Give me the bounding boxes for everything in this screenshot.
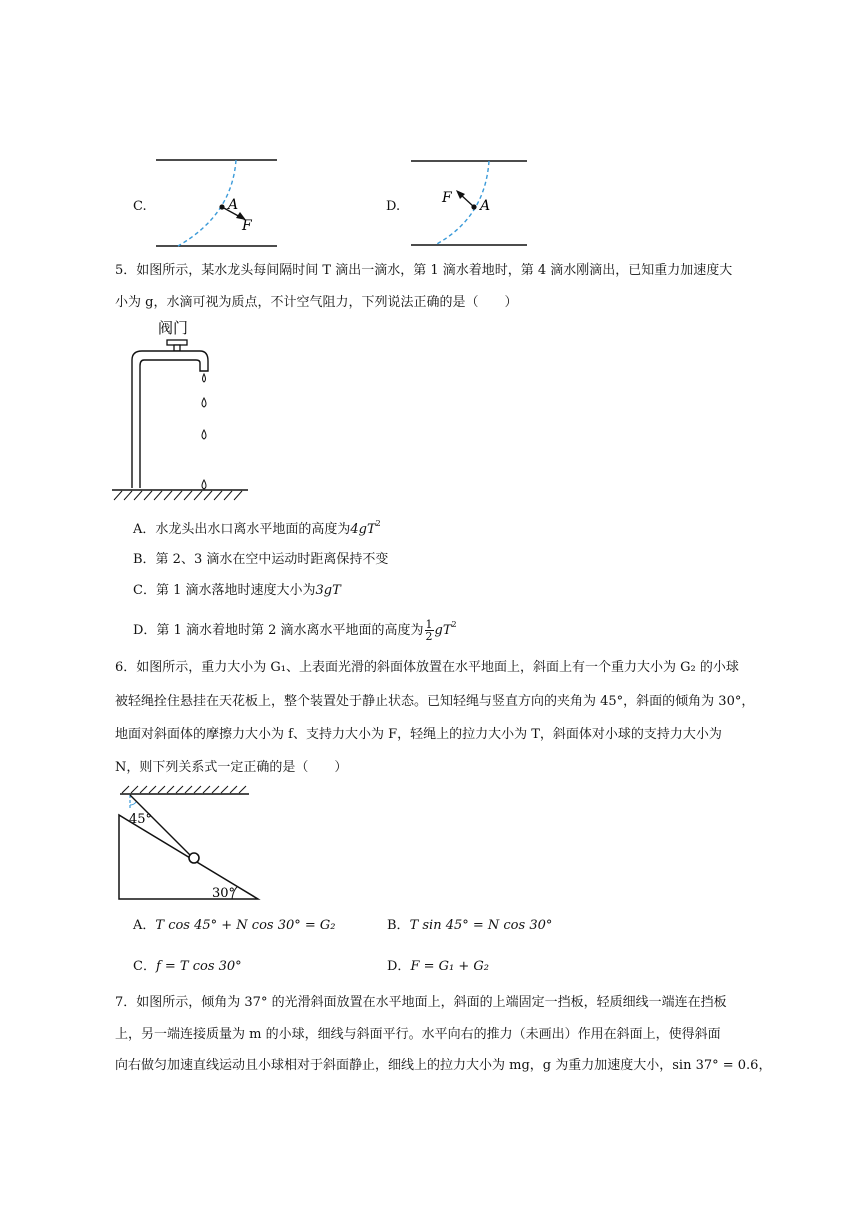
diagram-option-c xyxy=(150,150,285,255)
formula: 3gT xyxy=(315,583,341,598)
option-text: D．第 1 滴水着地时第 2 滴水离水平地面的高度为 xyxy=(133,623,424,638)
q5-option-a[interactable]: A．水龙头出水口离水平地面的高度为$4gT^2$ xyxy=(133,519,381,537)
q5-option-d[interactable]: D．第 1 滴水着地时第 2 滴水离水平地面的高度为 $\frac{1}{2}$ $gT^2$ xyxy=(133,618,457,643)
fraction-half: $\frac{1}{2}$ xyxy=(425,618,433,643)
q6-option-a[interactable] xyxy=(133,918,336,934)
q7-stem-line3: 向右做匀加速直线运动且小球相对于斜面静止，细线上的拉力大小为 mg，g 为重力加速度大小，sin 37° = 0.6， xyxy=(115,1058,772,1073)
q5-option-c[interactable] xyxy=(133,583,341,599)
q6-stem-line2: 被轻绳拴住悬挂在天花板上，整个装置处于静止状态。已知轻绳与竖直方向的夹角为 45°，斜面的倾角为 30°， xyxy=(115,694,755,709)
q6-stem-line1: 6．如图所示，重力大小为 G₁、上表面光滑的斜面体放置在水平地面上，斜面上有一个重力大小为 G₂ 的小球 xyxy=(115,660,739,675)
q6-option-b[interactable] xyxy=(387,918,552,934)
option-label: D． xyxy=(387,959,411,974)
option-text: A．水龙头出水口离水平地面的高度为 xyxy=(133,522,351,537)
diagram-incline xyxy=(112,783,272,903)
q5-stem-line1: 5．如图所示，某水龙头每间隔时间 T 滴出一滴水，第 1 滴水着地时，第 4 滴水刚滴出，已知重力加速度大 xyxy=(115,263,733,278)
force-f-label: F xyxy=(242,218,252,234)
q6-option-c[interactable] xyxy=(133,959,242,975)
q7-stem-line2: 上，另一端连接质量为 m 的小球，细线与斜面平行。水平向右的推力（未画出）作用在斜面上，使得斜面 xyxy=(115,1027,721,1042)
force-f-label: F xyxy=(442,190,452,206)
point-a-label: A xyxy=(228,197,239,213)
formula: T sin 45° = N cos 30° xyxy=(409,918,553,933)
option-d-label: D. xyxy=(386,199,401,214)
valve-label: 阀门 xyxy=(158,319,189,337)
formula: F = G₁ + G₂ xyxy=(410,959,489,974)
formula: f = T cos 30° xyxy=(155,959,242,974)
option-c-label: C. xyxy=(133,199,147,214)
option-label: B． xyxy=(387,918,410,933)
option-text: C．第 1 滴水落地时速度大小为 xyxy=(133,583,316,598)
formula: 4gT xyxy=(350,522,376,537)
point-a-label: A xyxy=(480,198,491,214)
diagram-option-d xyxy=(405,150,535,255)
formula: gT xyxy=(434,623,452,638)
diagram-faucet xyxy=(110,316,255,502)
option-label: A． xyxy=(133,918,156,933)
angle-rope-label: 45° xyxy=(129,812,153,827)
option-label: C． xyxy=(133,959,156,974)
q6-stem-line4: N，则下列关系式一定正确的是（ ） xyxy=(115,760,348,775)
q5-stem-line2: 小为 g，水滴可视为质点，不计空气阻力，下列说法正确的是（ ） xyxy=(115,295,518,310)
formula: T cos 45° + N cos 30° = G₂ xyxy=(155,918,336,933)
angle-incline-label: 30° xyxy=(212,886,236,901)
q6-option-d[interactable] xyxy=(387,959,489,975)
q5-option-b[interactable]: B．第 2、3 滴水在空中运动时距离保持不变 xyxy=(133,552,389,567)
q6-stem-line3: 地面对斜面体的摩擦力大小为 f、支持力大小为 F，轻绳上的拉力大小为 T，斜面体对小球的支持力大小为 xyxy=(115,727,722,742)
q7-stem-line1: 7．如图所示，倾角为 37° 的光滑斜面放置在水平地面上，斜面的上端固定一挡板，轻质细线一端连在挡板 xyxy=(115,995,727,1010)
